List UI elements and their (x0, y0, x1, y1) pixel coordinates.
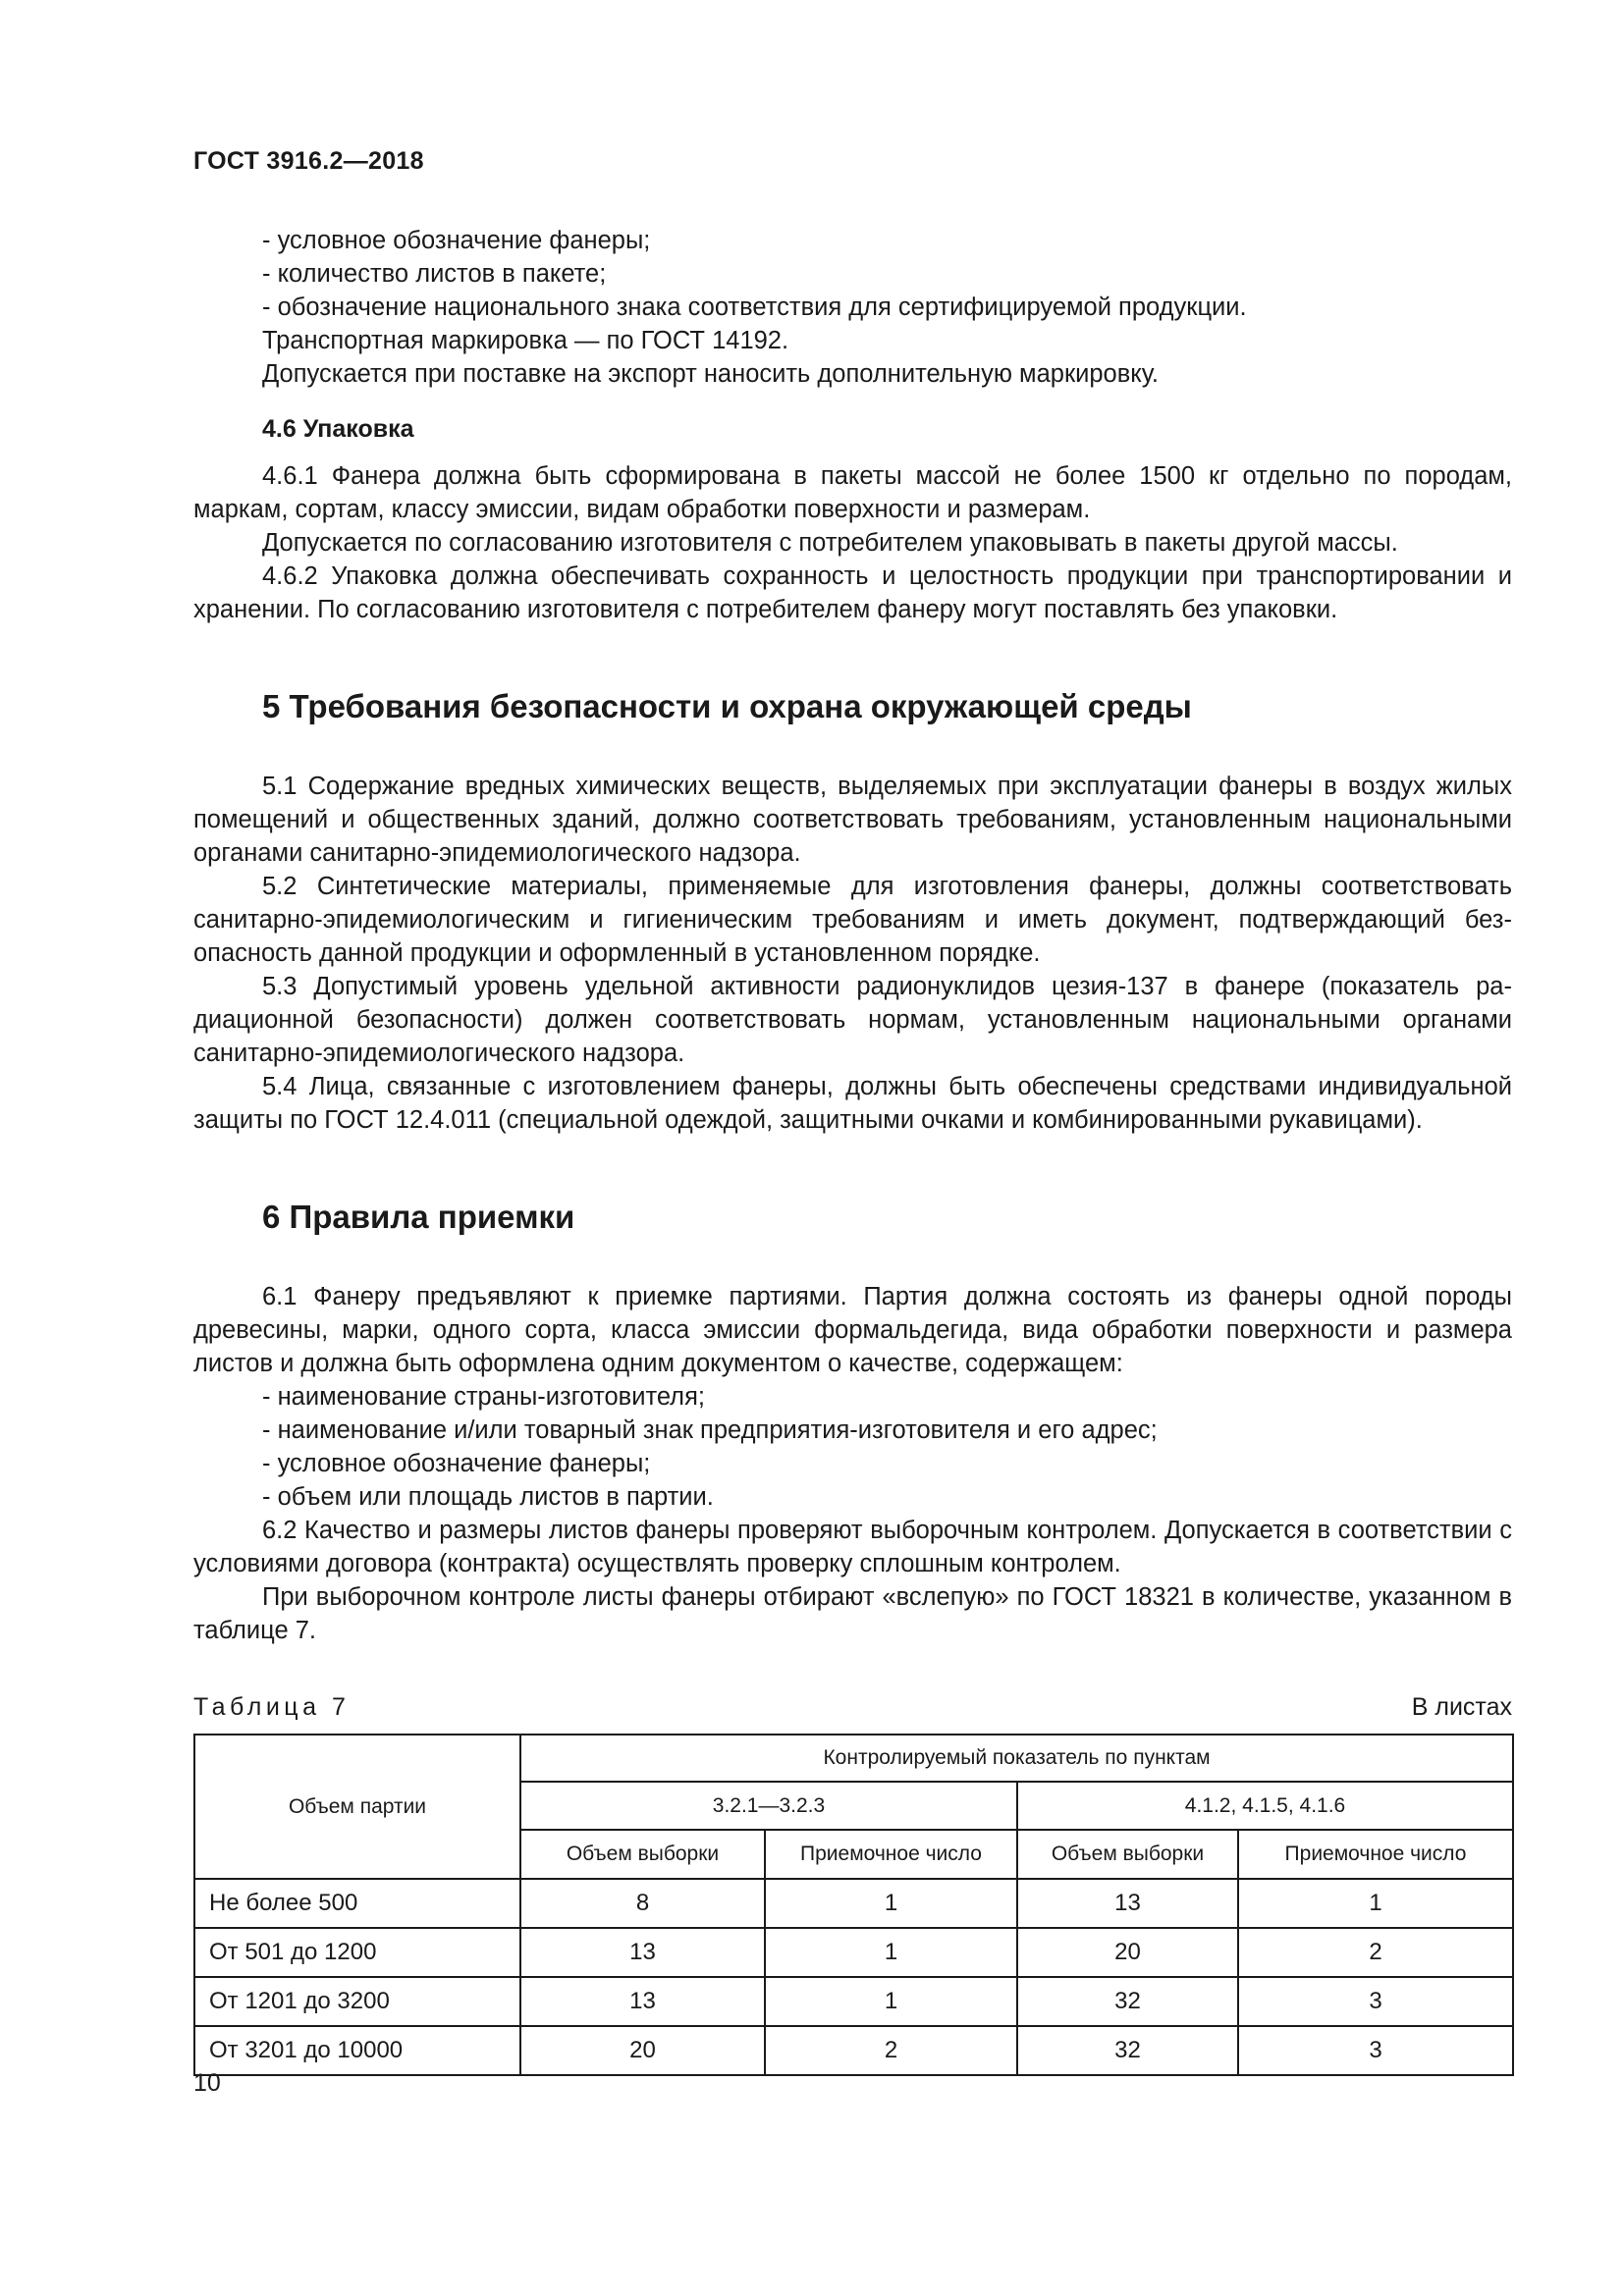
column-header-lot-volume: Объем партии (194, 1735, 520, 1879)
table-caption-row (193, 1690, 1512, 1724)
list-item: - количество листов в пакете; (262, 260, 607, 288)
column-subgroup-4-1: 4.1.2, 4.1.5, 4.1.6 (1017, 1782, 1513, 1830)
table-cell: 13 (520, 1977, 765, 2026)
column-subgroup-3-2: 3.2.1—3.2.3 (520, 1782, 1017, 1830)
paragraph-4-6-1: 4.6.1 Фанера должна быть сформирована в пакеты массой не более 1500 кг отдельно по породам, маркам, сортам, классу эмиссии, видам обработки поверхности и размерам. (193, 462, 1512, 523)
column-header-sample-size: Объем выборки (520, 1830, 765, 1879)
table-cell: 13 (520, 1928, 765, 1977)
list-item: - обозначение национального знака соответствия для сертифицируемой продукции. (262, 294, 1247, 321)
table-cell: 1 (765, 1928, 1017, 1977)
table-cell: 32 (1017, 2026, 1238, 2075)
subsection-heading-packaging: 4.6 Упаковка (262, 415, 414, 443)
paragraph-export-marking: Допускается при поставке на экспорт наносить дополнительную маркировку. (262, 360, 1159, 388)
list-item: - наименование страны-изготовителя; (262, 1383, 705, 1411)
table-cell: 3 (1238, 2026, 1513, 2075)
list-item: - условное обозначение фанеры; (262, 1450, 651, 1477)
document-code-header: ГОСТ 3916.2—2018 (193, 147, 424, 175)
paragraph-6-1: 6.1 Фанеру предъявляют к приемке партиями. Партия должна состоять из фанеры одной породы древесины, марки, одного сорта, класса эмиссии формальдегида, вида обработки поверхности и размера листов и должна быть оформлена одним документом о качестве, содержащем: (193, 1283, 1512, 1377)
table-units: В листах (1411, 1693, 1512, 1721)
page-number: 10 (193, 2069, 221, 2097)
column-header-acceptance-number: Приемочное число (765, 1830, 1017, 1879)
table-cell: 8 (520, 1879, 765, 1928)
paragraph-5-1: 5.1 Содержание вредных химических веществ, выделяемых при эксплуатации фанеры в воздух жилых помещений и общественных зданий, должно соответствовать требованиям, установленным национальными органами санитарно-эпидемиологического надзора. (193, 773, 1512, 867)
sampling-table (193, 1734, 1514, 2076)
table-row (194, 1977, 1513, 2026)
paragraph-transport-marking: Транспортная маркировка — по ГОСТ 14192. (262, 327, 789, 354)
table-caption: Таблица 7 (193, 1693, 351, 1721)
table-cell: 2 (765, 2026, 1017, 2075)
table-cell: 1 (1238, 1879, 1513, 1928)
table-cell: Не более 500 (194, 1879, 520, 1928)
list-item: - наименование и/или товарный знак предприятия-изготовителя и его адрес; (262, 1416, 1158, 1444)
table-cell: 20 (520, 2026, 765, 2075)
column-header-sample-size: Объем выборки (1017, 1830, 1238, 1879)
table-row (194, 1928, 1513, 1977)
paragraph-5-3: 5.3 Допустимый уровень удельной активности радионуклидов цезия-137 в фанере (показатель радиационной безопасности) должен соответствовать нормам, установленным национальными органами санитарно-эпидемиологического надзора. (193, 973, 1512, 1067)
table-cell: От 1201 до 3200 (194, 1977, 520, 2026)
table-cell: 13 (1017, 1879, 1238, 1928)
table-cell: 2 (1238, 1928, 1513, 1977)
column-header-acceptance-number: Приемочное число (1238, 1830, 1513, 1879)
table-cell: 3 (1238, 1977, 1513, 2026)
table-cell: От 501 до 1200 (194, 1928, 520, 1977)
table-cell: 20 (1017, 1928, 1238, 1977)
table-row (194, 2026, 1513, 2075)
list-item: - условное обозначение фанеры; (262, 227, 651, 254)
table-cell: 32 (1017, 1977, 1238, 2026)
table-cell: 1 (765, 1879, 1017, 1928)
paragraph-5-2: 5.2 Синтетические материалы, применяемые для изготовления фанеры, должны соответствовать санитарно-эпидемиологическим и гигиеническим требованиям и иметь документ, подтверждающий безопасность данной продукции и оформленный в установленном порядке. (193, 873, 1512, 967)
column-group-header-controlled-indicator: Контролируемый показатель по пунктам (520, 1735, 1513, 1782)
paragraph-6-2: 6.2 Качество и размеры листов фанеры проверяют выборочным контролем. Допускается в соответствии с условиями договора (контракта) осуществлять проверку сплошным контролем. (193, 1517, 1512, 1577)
section-heading-safety: 5 Требования безопасности и охрана окружающей среды (262, 688, 1192, 724)
section-heading-acceptance: 6 Правила приемки (262, 1199, 575, 1235)
page-content (193, 224, 1512, 2076)
paragraph-5-4: 5.4 Лица, связанные с изготовлением фанеры, должны быть обеспечены средствами индивидуальной защиты по ГОСТ 12.4.011 (специальной одеждой, защитными очками и комбинированными рукавицами). (193, 1073, 1512, 1134)
table-cell: 1 (765, 1977, 1017, 2026)
table-cell: От 3201 до 10000 (194, 2026, 520, 2075)
list-item: - объем или площадь листов в партии. (262, 1483, 714, 1511)
paragraph-4-6-2: 4.6.2 Упаковка должна обеспечивать сохранность и целостность продукции при транспортировании и хранении. По согласованию изготовителя с потребителем фанеру могут поставлять без упаковки. (193, 562, 1512, 623)
table-row (194, 1879, 1513, 1928)
paragraph-6-2-sampling: При выборочном контроле листы фанеры отбирают «вслепую» по ГОСТ 18321 в количестве, указанном в таблице 7. (193, 1583, 1512, 1644)
paragraph-4-6-1-note: Допускается по согласованию изготовителя с потребителем упаковывать в пакеты другой массы. (262, 529, 1398, 557)
